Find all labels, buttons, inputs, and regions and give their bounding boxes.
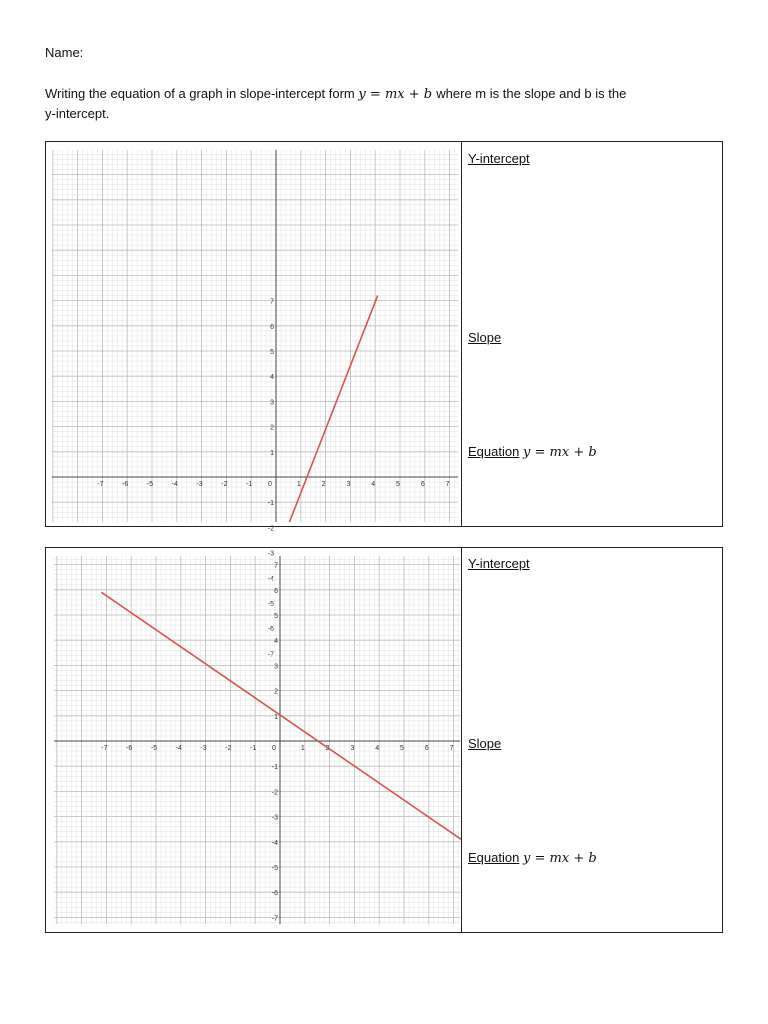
formula-equals: =: [369, 87, 381, 102]
y-tick-label: -6: [267, 626, 274, 634]
y-intercept-label: Y-intercept: [468, 151, 530, 166]
x-tick-label: -5: [150, 745, 158, 752]
formula-plus: +: [573, 851, 585, 866]
y-tick-label: -2: [267, 525, 274, 533]
formula-mx: mx: [549, 445, 570, 460]
x-tick-label: 5: [400, 745, 404, 752]
x-tick-label: -2: [221, 481, 228, 488]
y-tick-label: 6: [274, 587, 278, 595]
x-tick-label: 6: [424, 745, 429, 752]
y-tick-label: 5: [270, 349, 274, 356]
answer-cell-2: [462, 548, 722, 932]
formula-plus: +: [408, 87, 420, 102]
y-tick-label: -7: [271, 915, 278, 923]
x-tick-label: -1: [250, 745, 257, 752]
instructions: [45, 84, 685, 123]
y-tick-label: -2: [271, 789, 278, 797]
formula-y: y: [522, 851, 531, 866]
formula-equals: =: [534, 851, 546, 866]
formula-b: b: [423, 87, 433, 102]
slope-label: Slope: [468, 736, 502, 751]
x-tick-label: -5: [146, 481, 154, 488]
y-tick-label: -4: [267, 575, 274, 583]
x-tick-label: -3: [196, 481, 203, 488]
y-tick-label: 1: [274, 713, 278, 721]
graph-cell-2: [46, 548, 461, 932]
x-tick-label: 1: [300, 745, 305, 752]
x-tick-label: -3: [200, 745, 207, 752]
problem-table-1: [45, 141, 723, 659]
coordinate-graph-1: [46, 142, 461, 659]
x-tick-label: 6: [420, 481, 425, 488]
y-tick-label: -3: [271, 814, 278, 822]
formula-mx: mx: [549, 851, 570, 866]
y-tick-label: -5: [271, 865, 278, 872]
formula-plus: +: [573, 445, 585, 460]
x-tick-label: 7: [445, 481, 450, 488]
equation-row: [468, 444, 597, 460]
x-tick-label: -2: [225, 745, 232, 752]
slope-label: Slope: [468, 330, 502, 345]
x-tick-label: 0: [268, 481, 272, 488]
equation-row: [468, 850, 597, 866]
x-tick-label: 4: [375, 745, 380, 752]
x-tick-label: 7: [449, 745, 454, 752]
coordinate-graph-2: [46, 548, 461, 932]
y-tick-label: -3: [267, 550, 274, 558]
answer-cell-1: [462, 142, 722, 526]
x-tick-label: 5: [396, 481, 400, 488]
intro-text-end: where m is the slope and b is the: [436, 86, 627, 101]
x-tick-label: 2: [321, 481, 326, 488]
x-tick-label: -4: [175, 745, 182, 752]
formula-b: b: [588, 445, 597, 460]
y-tick-label: -5: [267, 601, 274, 608]
x-tick-label: -6: [126, 745, 133, 752]
grid: [54, 556, 460, 924]
y-tick-label: -4: [271, 839, 278, 847]
y-tick-label: -7: [267, 651, 274, 659]
y-tick-label: 3: [270, 399, 274, 407]
intro-text-line2: y-intercept.: [45, 106, 110, 121]
x-tick-label: -6: [122, 481, 129, 488]
formula-equals: =: [534, 445, 546, 460]
x-tick-label: 2: [325, 745, 330, 752]
formula-y: y: [358, 87, 366, 102]
grid: [52, 150, 458, 522]
graph-cell-1: [46, 142, 461, 659]
name-label: Name:: [45, 45, 84, 60]
x-tick-label: 3: [346, 481, 351, 488]
x-tick-label: -4: [171, 481, 178, 488]
y-tick-label: -1: [267, 500, 274, 508]
y-tick-label: 5: [274, 613, 278, 620]
x-tick-label: -7: [101, 745, 108, 752]
intro-text-start: Writing the equation of a graph in slope-intercept form: [45, 86, 355, 101]
formula-mx: mx: [384, 87, 405, 102]
x-tick-label: 4: [371, 481, 376, 488]
equation-label: Equation: [468, 850, 520, 865]
y-tick-label: 7: [274, 562, 278, 570]
x-tick-label: 0: [272, 745, 276, 752]
x-tick-label: -1: [246, 481, 253, 488]
equation-label: Equation: [468, 444, 520, 459]
problem-table-2: [45, 547, 723, 933]
y-tick-label: -6: [271, 890, 278, 898]
x-tick-label: -7: [97, 481, 104, 488]
y-tick-label: 2: [270, 424, 274, 432]
formula: [358, 87, 436, 102]
x-tick-label: 1: [296, 481, 301, 488]
y-tick-label: -1: [271, 764, 278, 772]
x-tick-label: 3: [350, 745, 355, 752]
y-tick-label: 7: [270, 298, 274, 306]
formula-b: b: [588, 851, 597, 866]
y-intercept-label: Y-intercept: [468, 556, 530, 571]
y-tick-label: 4: [274, 638, 278, 646]
y-tick-label: 6: [270, 323, 274, 331]
y-tick-label: 2: [274, 688, 278, 696]
equation-formula: [523, 851, 597, 866]
y-tick-label: 4: [270, 374, 274, 382]
y-tick-label: 3: [274, 663, 278, 671]
formula-y: y: [522, 445, 531, 460]
equation-formula: [523, 445, 597, 460]
name-line: [45, 45, 83, 60]
y-tick-label: 1: [270, 449, 274, 457]
